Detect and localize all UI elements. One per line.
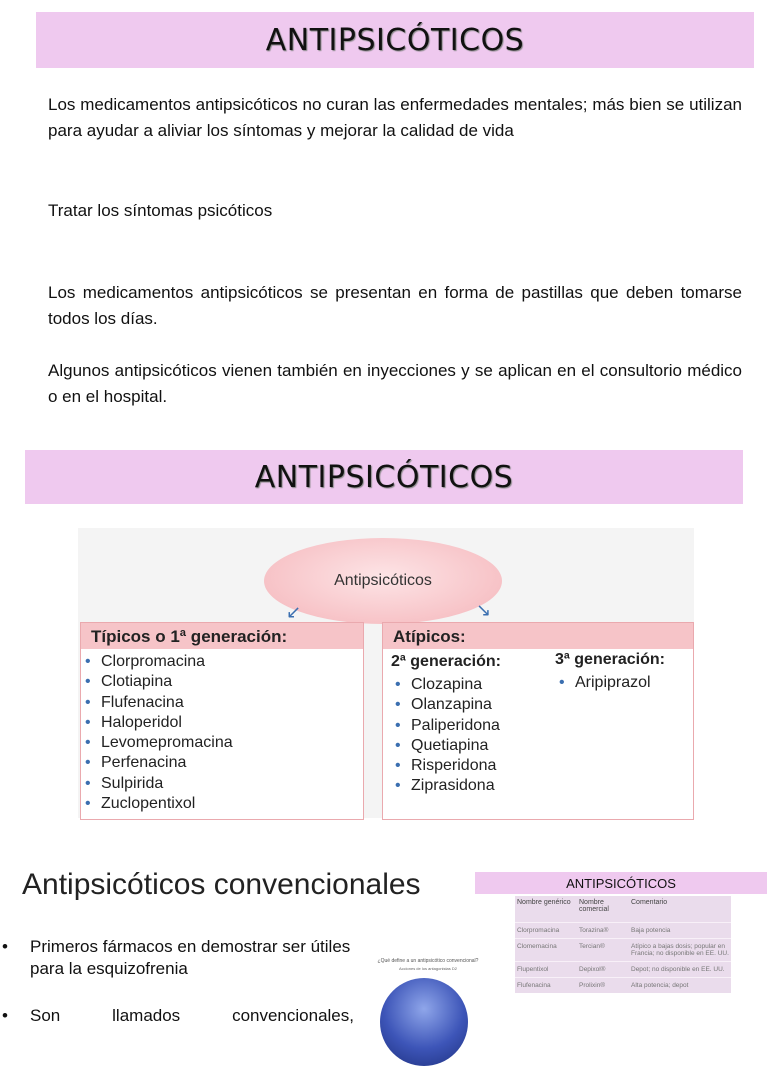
gen3-drug-list bbox=[555, 673, 689, 693]
paragraph-treat: Tratar los síntomas psicóticos bbox=[48, 201, 273, 220]
bullet-dot-icon: • bbox=[2, 1006, 8, 1025]
arrow-right-icon: ↘ bbox=[476, 600, 492, 620]
table-cell: Flupentixol bbox=[515, 962, 577, 978]
bullet-text: Primeros fármacos en demostrar ser útiles para la esquizofrenia bbox=[30, 937, 351, 978]
drug-item: • Clotiapina bbox=[81, 672, 363, 692]
gen2-column bbox=[391, 653, 551, 797]
antipsychotic-classification-diagram bbox=[78, 528, 694, 818]
gen2-label: 2ª generación: bbox=[391, 653, 501, 670]
drug-item: • Perfenacina bbox=[81, 753, 363, 773]
drug-item: • Aripiprazol bbox=[555, 673, 689, 693]
mini-slide-subtitle: Acciones de los antagonistas D2 bbox=[398, 966, 458, 971]
drug-item: • Clozapina bbox=[391, 675, 551, 695]
drug-item: • Haloperidol bbox=[81, 713, 363, 733]
table-header: Nombre comercial bbox=[579, 899, 609, 913]
drug-item: • Ziprasidona bbox=[391, 776, 551, 796]
paragraph-intro: Los medicamentos antipsicóticos no curan las enfermedades mentales; más bien se utilizan para ayudar a aliviar los síntomas y mejorar la calidad de vida bbox=[48, 95, 742, 140]
atypical-header: Atípicos: bbox=[383, 623, 693, 649]
table-cell: Flufenacina bbox=[515, 978, 577, 994]
paragraph-pills: Los medicamentos antipsicóticos se presentan en forma de pastillas que deben tomarse todos los días. bbox=[48, 283, 742, 328]
table-cell: Torazina® bbox=[577, 923, 629, 939]
paragraph-injections: Algunos antipsicóticos vienen también en inyecciones y se aplican en el consultorio médico o en el hospital. bbox=[48, 361, 742, 406]
table-title: ANTIPSICÓTICOS bbox=[475, 872, 767, 894]
title-band-2 bbox=[25, 450, 743, 504]
gen2-drug-list bbox=[391, 675, 551, 797]
table-header: Nombre genérico bbox=[517, 899, 571, 906]
table-header: Comentario bbox=[631, 899, 668, 906]
typical-header: Típicos o 1ª generación: bbox=[81, 623, 363, 649]
gen3-column bbox=[555, 651, 689, 693]
drug-item: • Risperidona bbox=[391, 756, 551, 776]
table-cell: Clomemacina bbox=[515, 939, 577, 962]
drug-item: • Paliperidona bbox=[391, 716, 551, 736]
typical-drug-list bbox=[81, 652, 363, 814]
drug-item: • Zuclopentixol bbox=[81, 794, 363, 814]
title-band-1 bbox=[36, 12, 754, 68]
table-cell: Tercian® bbox=[577, 939, 629, 962]
table-cell: Depot; no disponible en EE. UU. bbox=[629, 962, 731, 978]
section-title: ANTIPSICÓTICOS bbox=[254, 459, 514, 495]
table-row bbox=[515, 978, 731, 994]
arrow-left-icon: ↙ bbox=[286, 602, 302, 622]
table-cell: Clorpromacina bbox=[515, 923, 577, 939]
bullet-dot-icon: • bbox=[2, 937, 8, 956]
drug-item: • Levomepromacina bbox=[81, 733, 363, 753]
table-row bbox=[515, 923, 731, 939]
typical-panel bbox=[80, 622, 364, 820]
table-row bbox=[515, 939, 731, 962]
table-header-row bbox=[515, 896, 731, 923]
gen3-label: 3ª generación: bbox=[555, 651, 665, 668]
bullet-item bbox=[2, 936, 354, 980]
drug-item: • Sulpirida bbox=[81, 774, 363, 794]
conventional-title: Antipsicóticos convencionales bbox=[22, 868, 421, 901]
table-cell: Baja potencia bbox=[629, 923, 731, 939]
table-cell: Depixol® bbox=[577, 962, 629, 978]
table-cell: Prolixin® bbox=[577, 978, 629, 994]
table-cell: Atípico a bajas dosis; popular en Francia; no disponible en EE. UU. bbox=[629, 939, 731, 962]
diagram-root-label: Antipsicóticos bbox=[334, 572, 432, 589]
bullet-text: Son llamados convencionales, bbox=[30, 1006, 354, 1025]
atypical-panel bbox=[382, 622, 694, 820]
drug-item: • Quetiapina bbox=[391, 736, 551, 756]
drug-item: • Clorpromacina bbox=[81, 652, 363, 672]
receptor-sphere-image bbox=[380, 978, 468, 1066]
page-title: ANTIPSICÓTICOS bbox=[265, 22, 525, 58]
table-row bbox=[515, 962, 731, 978]
drug-item: • Olanzapina bbox=[391, 695, 551, 715]
drug-table bbox=[515, 896, 731, 993]
table-cell: Alta potencia; depot bbox=[629, 978, 731, 994]
drug-item: • Flufenacina bbox=[81, 693, 363, 713]
mini-slide-question: ¿Qué define a un antipsicótico convencional? bbox=[377, 958, 479, 964]
